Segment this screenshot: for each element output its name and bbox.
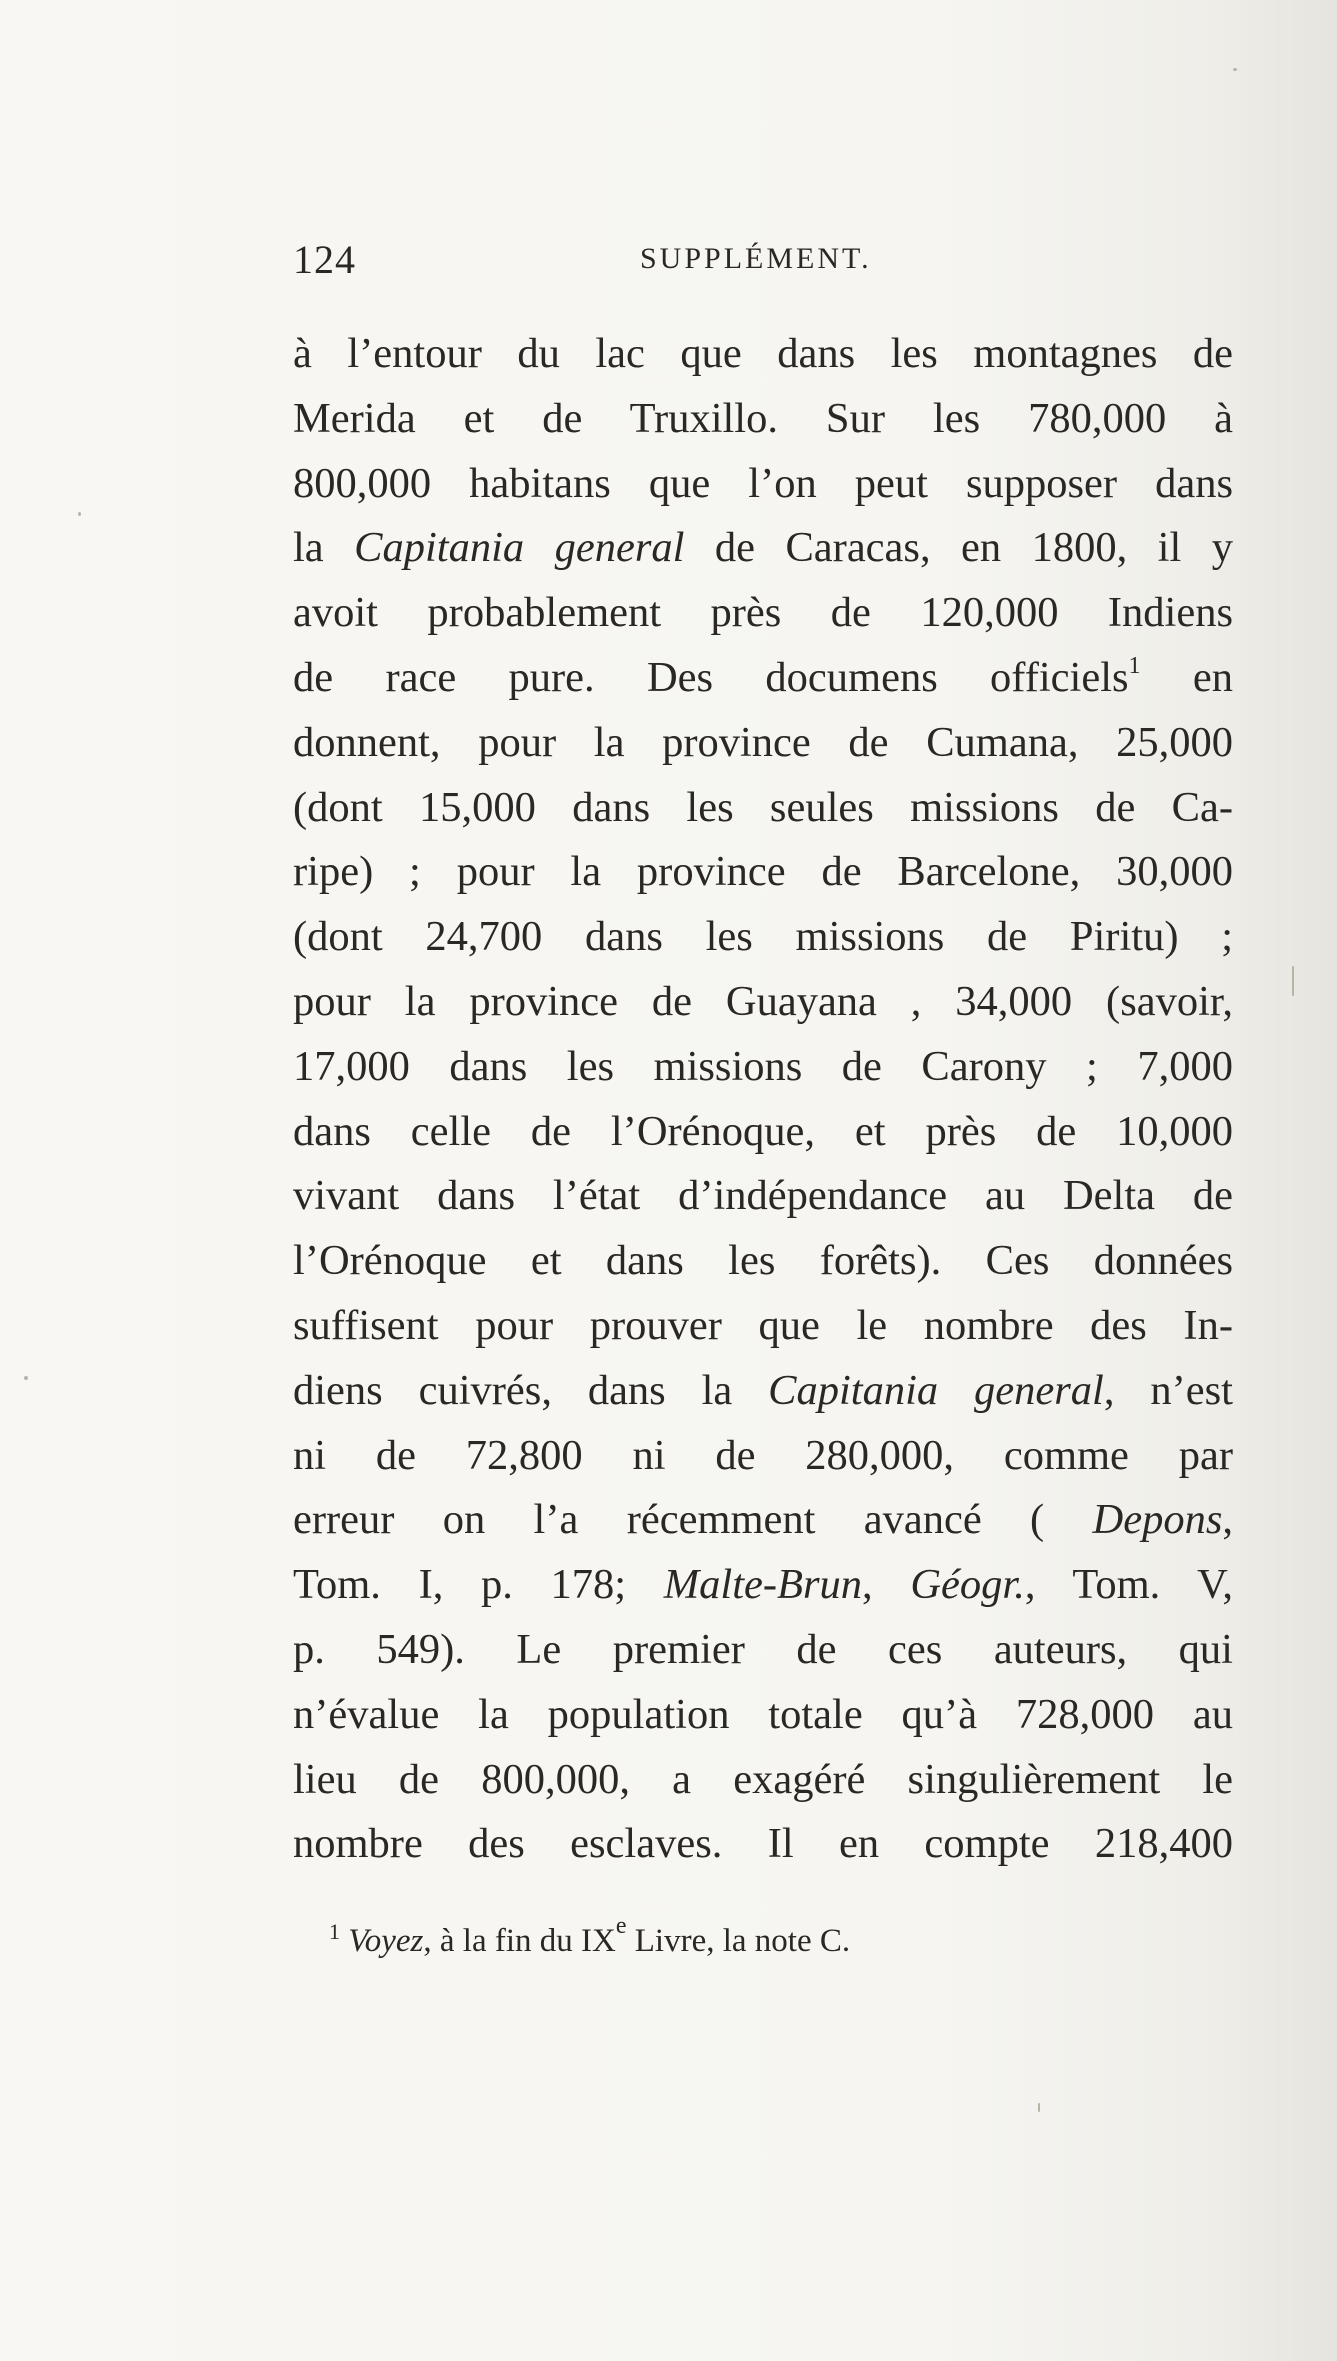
text-run: dans celle de l’Orénoque, et près de 10,000 — [293, 1107, 1233, 1155]
paper-speck — [1292, 966, 1294, 996]
text-line — [293, 1164, 1233, 1229]
text-line — [293, 1035, 1233, 1100]
text-run: suffisent pour prouver que le nombre des In- — [293, 1301, 1233, 1349]
text-run: erreur on l’a récemment avancé ( — [293, 1496, 1093, 1544]
text-run: , Tom. V, — [1024, 1561, 1234, 1609]
text-run: , à la fin du IX — [423, 1923, 616, 1960]
text-line — [293, 776, 1233, 841]
text-run: à l’entour du lac que dans les montagnes de — [293, 330, 1233, 377]
text-run: 800,000 habitans que l’on peut supposer dans — [293, 459, 1233, 507]
paper-speck — [1233, 68, 1237, 71]
italic-text: Voyez — [348, 1923, 424, 1960]
text-run: de race pure. Des documens officiels — [293, 653, 1129, 701]
text-run: n’évalue la population totale qu’à 728,000 au — [293, 1690, 1233, 1738]
running-head — [293, 236, 1233, 296]
text-run: (dont 24,700 dans les missions de Piritu) ; — [293, 913, 1233, 961]
superscript: 1 — [1128, 652, 1141, 679]
footnote-marker: 1 — [329, 1919, 340, 1945]
text-line — [293, 581, 1233, 646]
text-run: la — [293, 524, 355, 572]
text-run: Merida et de Truxillo. Sur les 780,000 à — [293, 394, 1233, 442]
text-line — [293, 1488, 1233, 1553]
text-line — [293, 970, 1233, 1035]
text-line — [293, 646, 1233, 711]
text-line — [293, 387, 1233, 452]
text-run: 17,000 dans les missions de Carony ; 7,000 — [293, 1042, 1233, 1090]
text-run: ripe) ; pour la province de Barcelone, 30,000 — [293, 848, 1233, 896]
text-line — [293, 1683, 1233, 1748]
text-run: de Caracas, en 1800, il y — [684, 524, 1233, 572]
text-line — [293, 1553, 1233, 1618]
text-line — [293, 1100, 1233, 1165]
running-title: SUPPLÉMENT. — [640, 242, 872, 275]
italic-text: Géogr. — [910, 1561, 1025, 1609]
text-run: en — [1140, 653, 1233, 701]
text-run: avoit probablement près de 120,000 Indiens — [293, 589, 1233, 637]
text-run: vivant dans l’état d’indépendance au Delta de — [293, 1172, 1233, 1220]
text-line — [293, 516, 1233, 581]
text-line — [293, 1359, 1233, 1424]
text-run: ni de 72,800 ni de 280,000, comme par — [293, 1431, 1233, 1479]
paper-speck — [1038, 2103, 1040, 2112]
text-line — [293, 840, 1233, 905]
text-run: pour la province de Guayana , 34,000 (savoir, — [293, 977, 1233, 1025]
text-run: (dont 15,000 dans les seules missions de Ca- — [293, 783, 1233, 831]
text-line — [293, 711, 1233, 776]
page-content — [293, 236, 1233, 1963]
text-run: Livre, la note C. — [626, 1923, 851, 1960]
text-run: , n’est — [1103, 1366, 1233, 1414]
text-line — [293, 1294, 1233, 1359]
italic-text: Capitania general — [768, 1366, 1104, 1414]
text-line — [293, 1748, 1233, 1813]
superscript: e — [615, 1913, 627, 1940]
page-number: 124 — [293, 237, 356, 282]
text-run: p. 549). Le premier de ces auteurs, qui — [293, 1625, 1233, 1673]
text-run: donnent, pour la province de Cumana, 25,000 — [293, 718, 1233, 766]
italic-text: Capitania general — [354, 524, 685, 572]
text-line — [293, 1618, 1233, 1683]
text-run: nombre des esclaves. Il en compte 218,400 — [293, 1820, 1233, 1868]
body-text — [293, 322, 1233, 1877]
text-line — [293, 1229, 1233, 1294]
text-run: Tom. I, p. 178; — [293, 1561, 664, 1609]
text-line — [293, 322, 1233, 387]
text-line — [293, 1812, 1233, 1877]
paper-speck — [24, 1376, 28, 1380]
text-run: diens cuivrés, dans la — [293, 1366, 769, 1414]
italic-text: Depons — [1092, 1496, 1223, 1544]
text-line — [293, 905, 1233, 970]
text-line — [293, 1424, 1233, 1489]
text-run: l’Orénoque et dans les forêts). Ces données — [293, 1237, 1233, 1285]
italic-text: Malte-Brun — [663, 1561, 863, 1609]
text-run: , — [1222, 1496, 1233, 1544]
text-line — [293, 452, 1233, 517]
text-run: lieu de 800,000, a exagéré singulièrement le — [293, 1755, 1233, 1803]
footnote — [293, 1913, 1233, 1963]
paper-speck — [78, 512, 81, 516]
text-run: , — [862, 1561, 911, 1609]
